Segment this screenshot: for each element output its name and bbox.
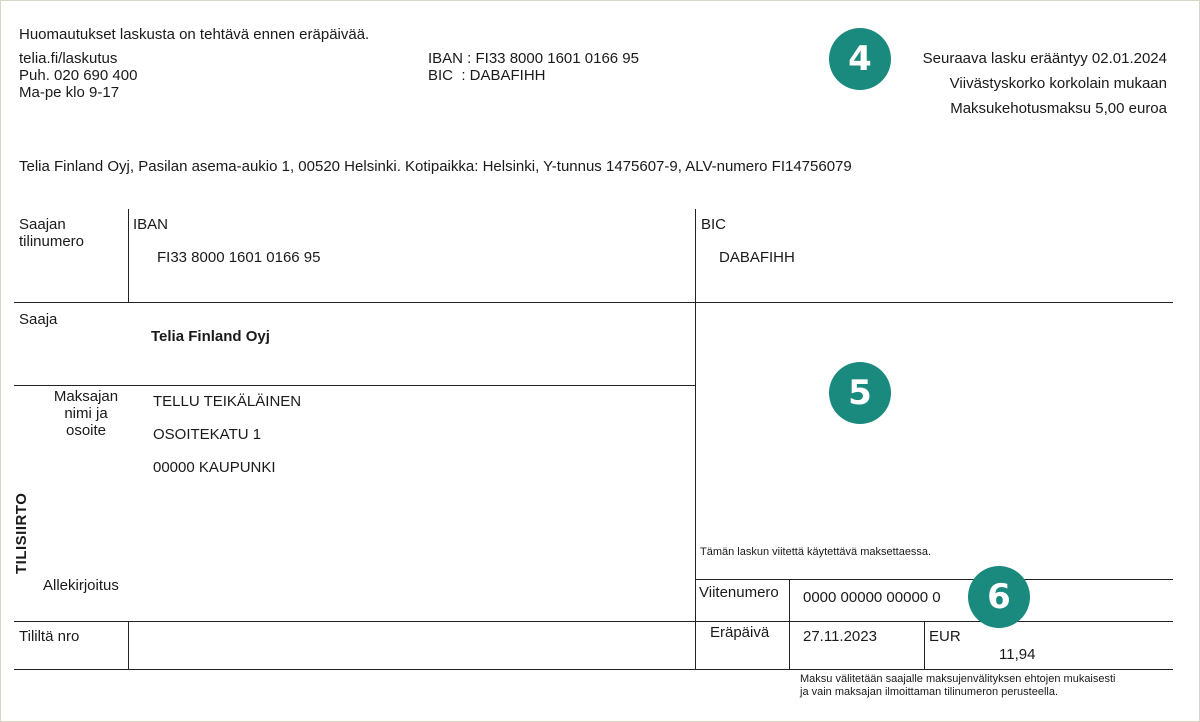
rule-row-2 bbox=[14, 385, 696, 386]
recipient-label: Saaja bbox=[19, 311, 58, 328]
due-label: Eräpäivä bbox=[710, 624, 770, 641]
badge-5: 5 bbox=[829, 362, 891, 424]
bic-line: BIC : DABAFIHH bbox=[428, 67, 546, 84]
reference-value: 0000 00000 00000 0 bbox=[803, 589, 941, 606]
footer-note-2: ja vain maksajan ilmoittaman tilinumeron perusteella. bbox=[800, 686, 1059, 698]
payer-label: Maksajan nimi ja osoite bbox=[53, 388, 119, 439]
reference-label: Viitenumero bbox=[699, 584, 779, 601]
rule-col-a bbox=[128, 209, 129, 303]
notice-text: Huomautukset laskusta on tehtävä ennen eräpäivää. bbox=[19, 26, 370, 43]
rule-col-b bbox=[695, 209, 696, 670]
footer-note-1: Maksu välitetään saajalle maksujenvälityksen ehtojen mukaisesti bbox=[800, 673, 1116, 685]
hours-text: Ma-pe klo 9-17 bbox=[19, 84, 120, 101]
phone-text: Puh. 020 690 400 bbox=[19, 67, 138, 84]
signature-label: Allekirjoitus bbox=[43, 577, 119, 594]
interest-text: Viivästyskorko korkolain mukaan bbox=[949, 75, 1167, 92]
currency-label: EUR bbox=[929, 628, 961, 645]
rule-col-a2 bbox=[128, 621, 129, 670]
reminder-fee-text: Maksukehotusmaksu 5,00 euroa bbox=[950, 100, 1167, 117]
badge-4: 4 bbox=[829, 28, 891, 90]
reference-note: Tämän laskun viitettä käytettävä maksettaessa. bbox=[700, 546, 932, 558]
iban-value: FI33 8000 1601 0166 95 bbox=[157, 249, 321, 266]
next-bill-text: Seuraava lasku erääntyy 02.01.2024 bbox=[922, 50, 1167, 67]
recipient-account-label: Saajan tilinumero bbox=[19, 216, 85, 250]
tilisiirto-title: TILISIIRTO bbox=[13, 492, 30, 574]
recipient-value: Telia Finland Oyj bbox=[151, 328, 270, 345]
rule-col-d bbox=[924, 621, 925, 670]
rule-col-c bbox=[789, 579, 790, 670]
iban-label: IBAN bbox=[133, 216, 169, 233]
website-text: telia.fi/laskutus bbox=[19, 50, 118, 67]
rule-row-1 bbox=[14, 302, 1173, 303]
from-account-label: Tililtä nro bbox=[19, 628, 80, 645]
rule-bottom bbox=[14, 669, 1173, 670]
payer-name: TELLU TEIKÄLÄINEN bbox=[153, 393, 302, 410]
iban-line: IBAN : FI33 8000 1601 0166 95 bbox=[428, 50, 639, 67]
payer-street: OSOITEKATU 1 bbox=[153, 426, 262, 443]
payer-city: 00000 KAUPUNKI bbox=[153, 459, 276, 476]
amount-value: 11,94 bbox=[999, 646, 1036, 663]
badge-6: 6 bbox=[968, 566, 1030, 628]
rule-reference-top bbox=[696, 579, 1173, 580]
bic-label: BIC bbox=[701, 216, 727, 233]
company-info: Telia Finland Oyj, Pasilan asema-aukio 1, 00520 Helsinki. Kotipaikka: Helsinki, Y-tunnus 1475607-9, ALV-numero FI14756079 bbox=[19, 158, 852, 175]
bic-value: DABAFIHH bbox=[719, 249, 795, 266]
due-value: 27.11.2023 bbox=[803, 628, 877, 645]
